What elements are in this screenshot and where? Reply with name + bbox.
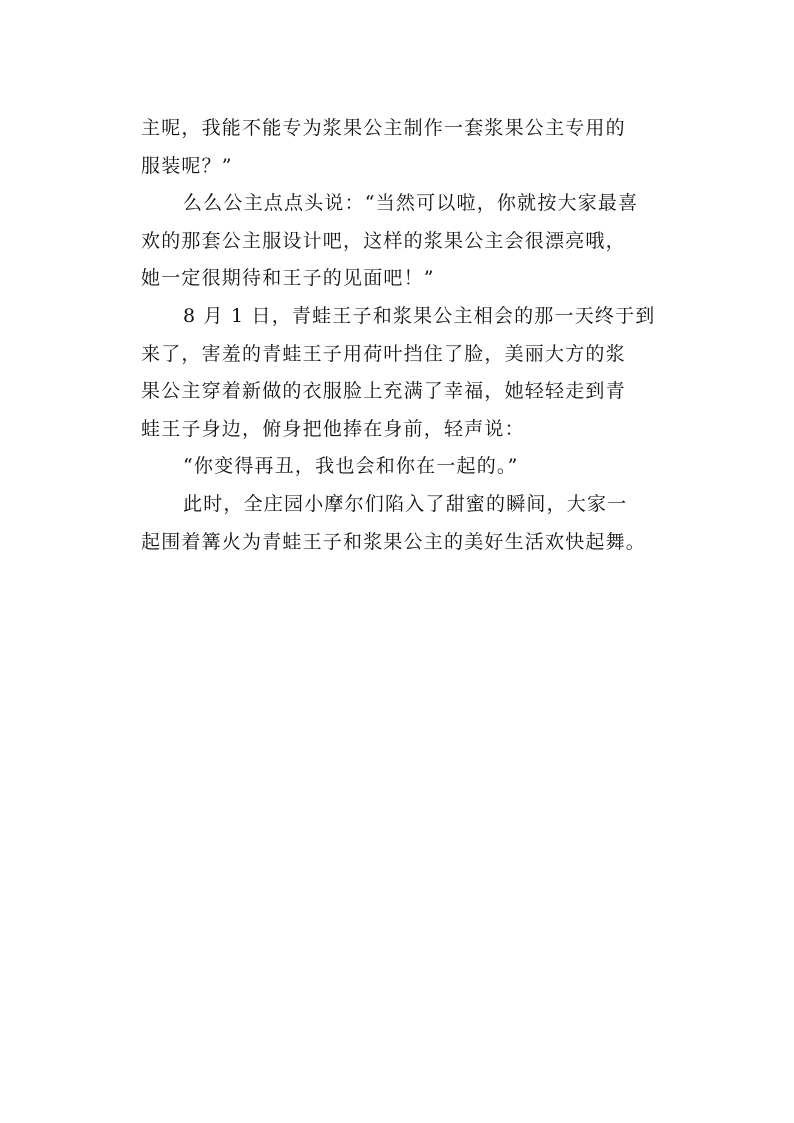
paragraph-line: 起围着篝火为青蛙王子和浆果公主的美好生活欢快起舞。	[141, 530, 647, 553]
paragraph-line: 主呢，我能不能专为浆果公主制作一套浆果公主专用的	[141, 117, 626, 139]
paragraph-line: 蛙王子身边，俯身把他捧在身前，轻声说：	[141, 417, 525, 440]
paragraph-line: 8 月 1 日，青蛙王子和浆果公主相会的那一天终于到	[183, 304, 656, 327]
paragraph-line: 来了，害羞的青蛙王子用荷叶挡住了脸，美丽大方的浆	[141, 342, 626, 365]
paragraph-line: 果公主穿着新做的衣服脸上充满了幸福，她轻轻走到青	[141, 380, 626, 403]
paragraph-line: 欢的那套公主服设计吧，这样的浆果公主会很漂亮哦，	[141, 229, 626, 252]
paragraph-line: “你变得再丑，我也会和你在一起的。”	[183, 455, 519, 478]
paragraph-line: 服装呢？”	[141, 154, 233, 177]
paragraph-line: 么么公主点点头说：“当然可以啦，你就按大家最喜	[183, 192, 639, 215]
paragraph-line: 此时，全庄园小摩尔们陷入了甜蜜的瞬间，大家一	[183, 492, 628, 515]
paragraph-line: 她一定很期待和王子的见面吧！”	[141, 267, 435, 290]
document-body	[141, 110, 665, 561]
